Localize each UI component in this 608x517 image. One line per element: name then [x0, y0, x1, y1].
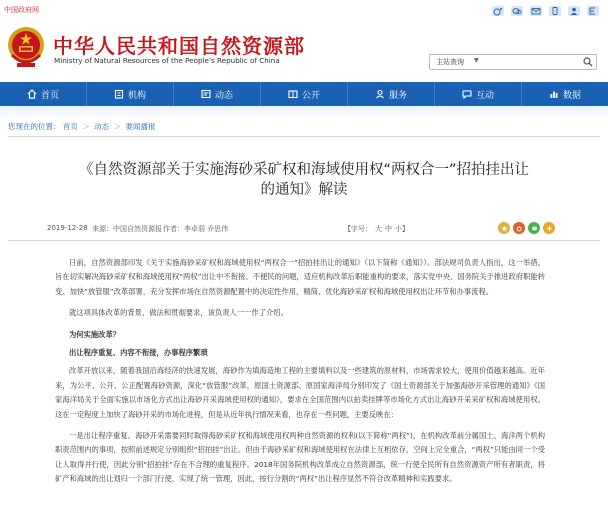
site-title[interactable]: 中华人民共和国自然资源部 — [53, 34, 305, 58]
section-subheading: 出让程序重复、内容不衔接，办事程序繁琐 — [69, 348, 208, 358]
nav-home[interactable] — [0, 82, 87, 106]
nav-open[interactable] — [261, 82, 348, 106]
nav-label: 公开 — [301, 90, 320, 101]
breadcrumb-link-home[interactable]: 首页 — [62, 122, 78, 131]
open-icon — [288, 89, 298, 99]
nav-label: 服务 — [388, 90, 407, 101]
nav-label: 首页 — [40, 90, 59, 101]
nav-label: 动态 — [214, 90, 233, 101]
font-size-label-end: 】 — [402, 225, 409, 233]
font-size-small[interactable]: 小 — [395, 225, 402, 233]
share-more-icon[interactable] — [543, 222, 555, 234]
breadcrumb-separator: ＞ — [113, 122, 122, 131]
mail-icon[interactable] — [529, 4, 543, 17]
share-weibo-icon[interactable] — [513, 222, 525, 234]
article-paragraph: 日前，自然资源部印发《关于实施海砂采矿权和海域使用权“两权合一”招拍挂出让的通知》（以下简称《通知》）。部法规司负责人指出，这一举措，旨在切实解决海砂采矿权和海域使用权“两权”出让中不衔接、不便民的问题，适应机构改革后职能重构的要求，落实党中央、国务院关于推进政府职能转变、加快“放管服”改革部署，充分发挥市场在自然资源配置中的决定性作用，精简、优化海砂采矿权和海域使用权出让环节和办事流程。 — [55, 258, 545, 296]
chat-icon — [462, 89, 472, 99]
divider — [8, 240, 600, 241]
share-qzone-icon[interactable] — [498, 222, 510, 234]
article-title-line: 《自然资源部关于实施海砂采矿权和海域使用权“两权合一”招拍挂出让 — [78, 162, 530, 178]
social-icons — [491, 4, 600, 17]
wechat-icon[interactable] — [510, 4, 524, 17]
top-utility-bar — [0, 0, 608, 22]
article-paragraph: 一是出让程序重复。海砂开采需要同时取得海砂采矿权和海域使用权两种自然资源的权利(以下简称“两权”)，在机构改革前分属国土、海洋两个机构职责范围内的事项，按照前述规定分别组织“招拍挂”出让。但由于海砂采矿权和海域使用权在法律上互相依存，空间上完全重合，“两权”只能由同一个受让人取得并行使，因此分别“招拍挂”存在不合理的重复程序。2018年国务院机构改革成立自然资源部，统一行使全民所有自然资源资产所有者职责，将矿产和海域的出让划归一个部门行使，实现了统一管理，因此，按行分割的“两权”出让程序显然不符合改革精神和实践要求。 — [55, 431, 545, 484]
search-icon[interactable] — [583, 57, 593, 67]
breadcrumb — [8, 121, 155, 132]
chevron-down-icon: ▼ — [474, 57, 479, 64]
weibo-icon[interactable] — [491, 4, 505, 17]
building-icon — [114, 89, 124, 99]
gov-portal-link[interactable]: 中国政府网 — [4, 6, 39, 14]
section-heading: 为何实施改革？ — [69, 329, 121, 339]
service-icon — [375, 89, 385, 99]
article-date: 2019-12-28 — [47, 224, 88, 232]
article-title-line: 的通知》解读 — [260, 182, 348, 198]
nav-data[interactable] — [522, 82, 608, 106]
nav-label: 互动 — [475, 90, 494, 101]
font-size-large[interactable]: 大 — [375, 225, 382, 233]
article-author: 作者：李卓弱 乔思伟 — [163, 225, 229, 233]
breadcrumb-separator: ＞ — [82, 122, 90, 131]
search-box[interactable] — [429, 54, 597, 70]
breadcrumb-prefix: 您现在的位置： — [8, 122, 61, 131]
english-icon[interactable] — [586, 4, 600, 17]
article-source: 来源：中国自然资源报 — [92, 225, 162, 233]
nav-organization[interactable] — [87, 82, 174, 106]
search-scope-select[interactable]: 主站查询 — [436, 58, 464, 66]
user-icon[interactable] — [567, 4, 581, 17]
share-wechat-icon[interactable] — [528, 222, 540, 234]
font-size-medium[interactable]: 中 — [385, 225, 392, 233]
breadcrumb-link-news[interactable]: 动态 — [94, 122, 110, 131]
breadcrumb-link-headlines[interactable]: 要闻播报 — [125, 122, 156, 131]
article-meta — [8, 222, 600, 236]
share-buttons — [498, 222, 555, 234]
article-body — [55, 256, 545, 487]
mobile-icon[interactable] — [548, 4, 562, 17]
nav-service[interactable] — [348, 82, 435, 106]
data-icon — [549, 89, 559, 99]
divider — [8, 136, 600, 137]
home-icon — [27, 89, 37, 99]
nav-interaction[interactable] — [435, 82, 522, 106]
site-header — [0, 22, 608, 80]
article-title — [20, 160, 588, 200]
article-paragraph: 就这项具体改革的背景、做法和贯彻要求，该负责人一一作了介绍。 — [69, 308, 288, 318]
national-emblem-icon[interactable] — [6, 25, 46, 69]
news-icon — [201, 89, 211, 99]
main-nav — [0, 82, 608, 106]
font-size-label: 【字号： — [344, 225, 372, 233]
font-size-switcher — [344, 224, 409, 234]
nav-news[interactable] — [174, 82, 261, 106]
nav-label: 机构 — [127, 90, 146, 101]
site-subtitle: Ministry of Natural Resources of the People's Republic of China — [54, 56, 280, 65]
nav-label: 数据 — [562, 90, 581, 101]
nav-shadow-band — [0, 106, 608, 120]
article-paragraph: 改革开放以来，随着我国沿海经济的快速发展，海砂作为填海造地工程的主要填料以及一些建筑的原材料，市场需求较大，使用价值越来越高。近年来，为公平、公开、公正配置海砂资源，深化“放管服”改革，原国土资源部、原国家海洋局分别印发了《国土资源部关于加强海砂开采管理的通知》《国家海洋局关于全面实施以市场化方式出让海砂开采海域使用权的通知》，要求在全国范围内以拍卖挂牌等市场化方式出让海砂开采采矿权和海域使用权。这在一定程度上加快了海砂开采的市场化进程，但是从近年执行情况来看，也存在一些问题，主要反映在： — [55, 366, 545, 419]
